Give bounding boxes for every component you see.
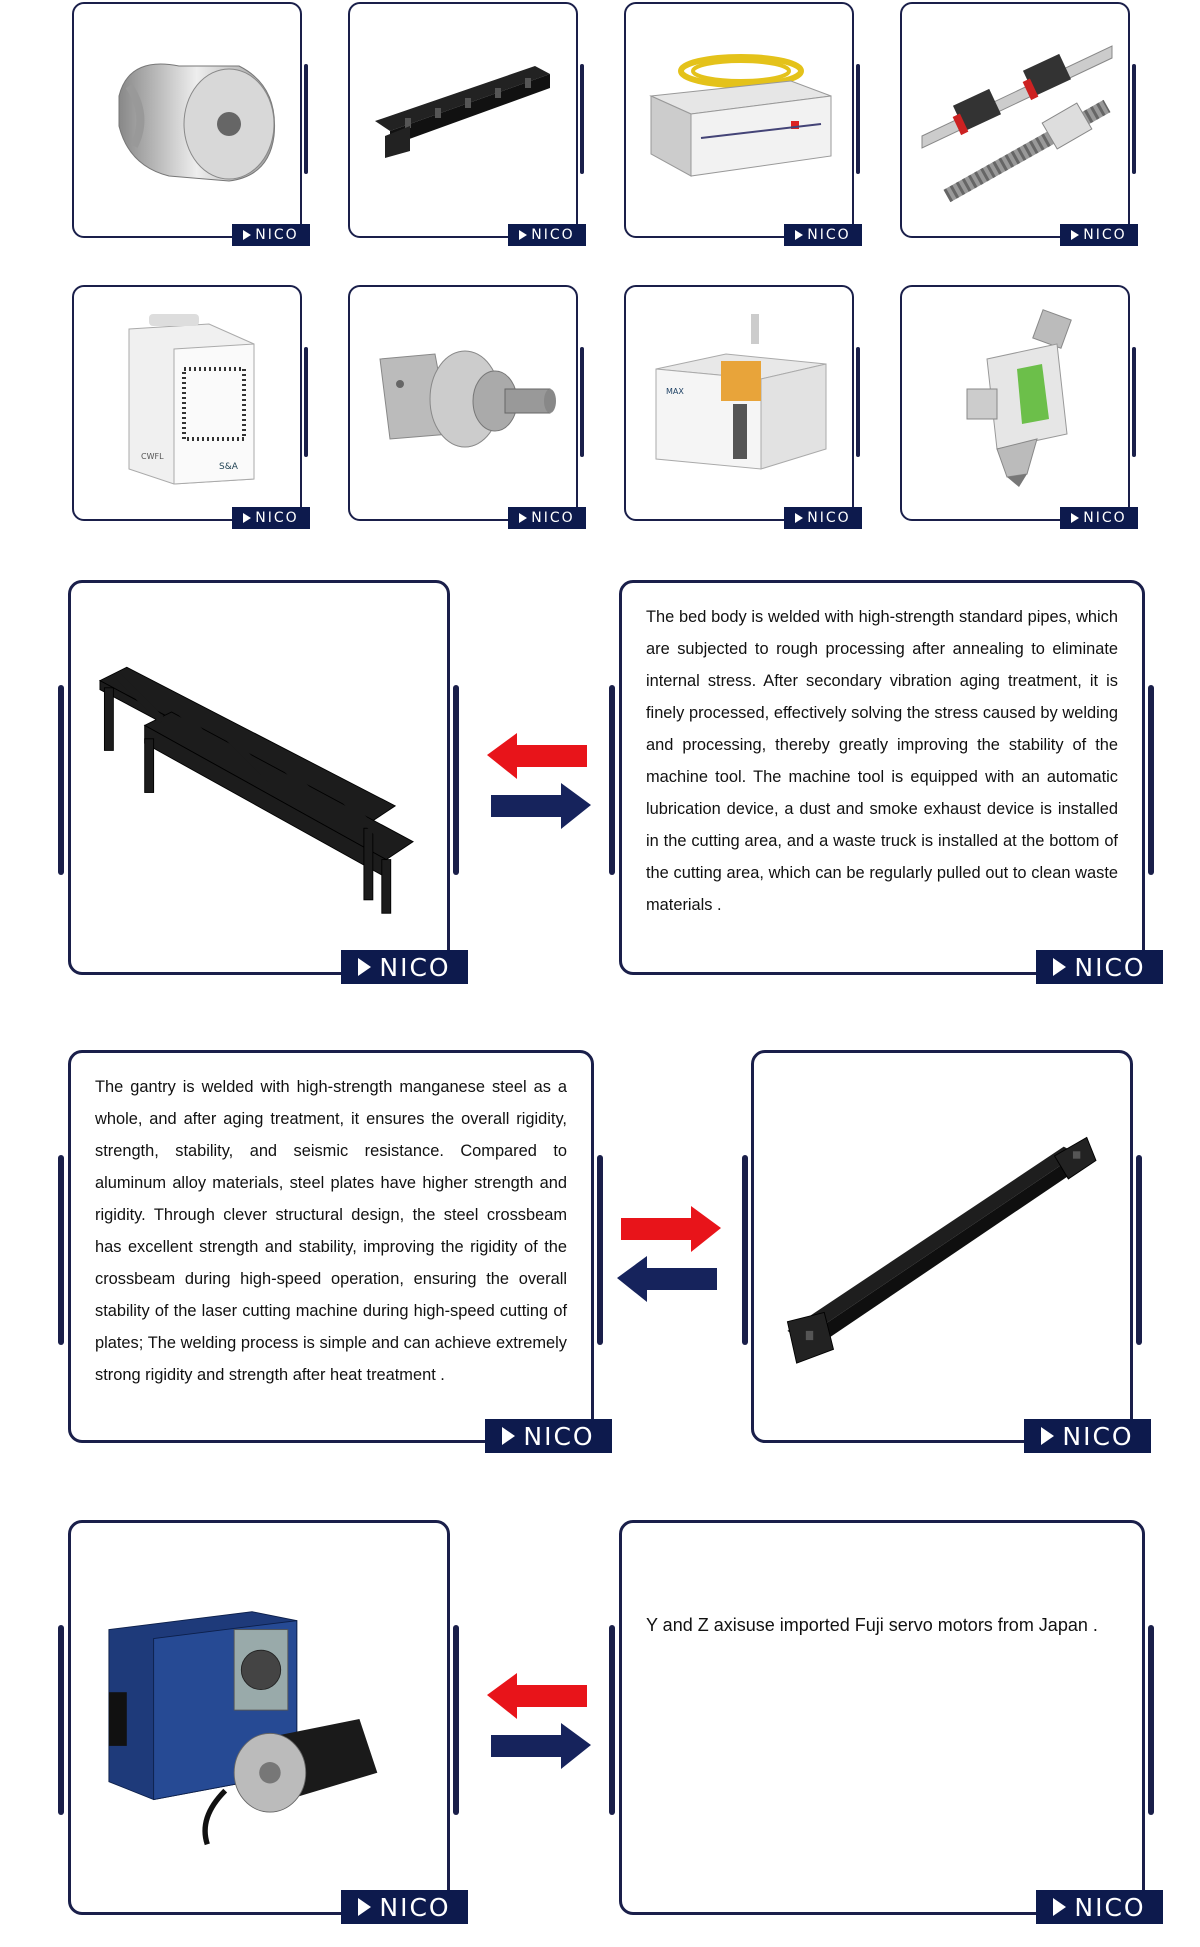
product-card-crossbeam[interactable]	[348, 2, 578, 243]
product-card-reducer[interactable]	[348, 285, 578, 526]
servo-image-panel	[68, 1520, 451, 1922]
laser-generator-image	[641, 309, 841, 489]
servo-description: Y and Z axisuse imported Fuji servo motors from Japan .	[646, 1615, 1098, 1635]
nico-tag: NICO	[1060, 507, 1138, 529]
svg-text:MAX: MAX	[666, 387, 684, 396]
nico-tag: NICO	[1060, 224, 1138, 246]
nico-tag: NICO	[341, 950, 468, 984]
product-card-laser-source[interactable]	[624, 2, 854, 243]
gantry-beam-image	[769, 1108, 1119, 1388]
exchange-arrows	[617, 1198, 721, 1308]
bed-image-panel	[68, 580, 451, 982]
gantry-description: The gantry is welded with high-strength manganese steel as a whole, and after aging treatment, it ensures the overall rigidity, strength, stability, and seismic resistance. Compared to aluminum alloy materials, steel plates have higher strength and rigidity. Through clever structural design, the steel crossbeam has excellent strength and stability, improving the rigidity of the crossbeam during high-speed operation, ensuring the overall stability of the laser cutting machine during high-speed cutting of plates; The welding process is simple and can achieve extremely strong rigidity and strength after heat treatment .	[95, 1078, 567, 1384]
svg-text:CWFL: CWFL	[141, 452, 164, 461]
product-card-laser-head[interactable]	[900, 285, 1130, 526]
servo-description-panel	[619, 1520, 1146, 1922]
nico-tag: NICO	[232, 507, 310, 529]
nico-tag: NICO	[1036, 1890, 1163, 1924]
exchange-arrows	[487, 1665, 591, 1775]
gantry-image-panel	[751, 1050, 1134, 1451]
nico-tag: NICO	[1024, 1419, 1151, 1453]
svg-text:S&A: S&A	[219, 462, 238, 472]
exchange-arrows	[487, 725, 591, 835]
bed-description: The bed body is welded with high-strength standard pipes, which are subjected to rough processing after annealing to eliminate internal stress. After secondary vibration aging treatment, it is finely processed, effectively solving the stress caused by welding and processing, thereby greatly improving the stability of the machine tool. The machine tool is equipped with an automatic lubrication device, a dust and smoke exhaust device is installed in the cutting area, and a waste truck is installed at the bottom of the cutting area, which can be regularly pulled out to clean waste materials .	[646, 608, 1118, 914]
nico-tag: NICO	[784, 507, 862, 529]
bed-description-panel	[619, 580, 1146, 982]
nico-tag: NICO	[1036, 950, 1163, 984]
nico-tag: NICO	[508, 507, 586, 529]
servo-motor-image	[91, 1593, 431, 1863]
nico-tag: NICO	[232, 224, 310, 246]
product-card-water-chiller[interactable]	[72, 285, 302, 526]
product-card-laser-generator[interactable]	[624, 285, 854, 526]
nico-tag: NICO	[341, 1890, 468, 1924]
reducer-image	[365, 309, 565, 489]
nico-tag: NICO	[784, 224, 862, 246]
crossbeam-image	[365, 26, 565, 206]
cutting-head-image	[89, 26, 289, 206]
linear-guide-image	[917, 26, 1117, 206]
nico-tag: NICO	[508, 224, 586, 246]
laser-head-image	[917, 309, 1117, 489]
machine-bed-image	[91, 653, 431, 923]
gantry-description-panel	[68, 1050, 595, 1451]
laser-source-image	[641, 26, 841, 206]
product-card-cutting-head[interactable]	[72, 2, 302, 243]
water-chiller-image	[89, 309, 289, 489]
product-card-linear-guide[interactable]	[900, 2, 1130, 243]
nico-tag: NICO	[485, 1419, 612, 1453]
